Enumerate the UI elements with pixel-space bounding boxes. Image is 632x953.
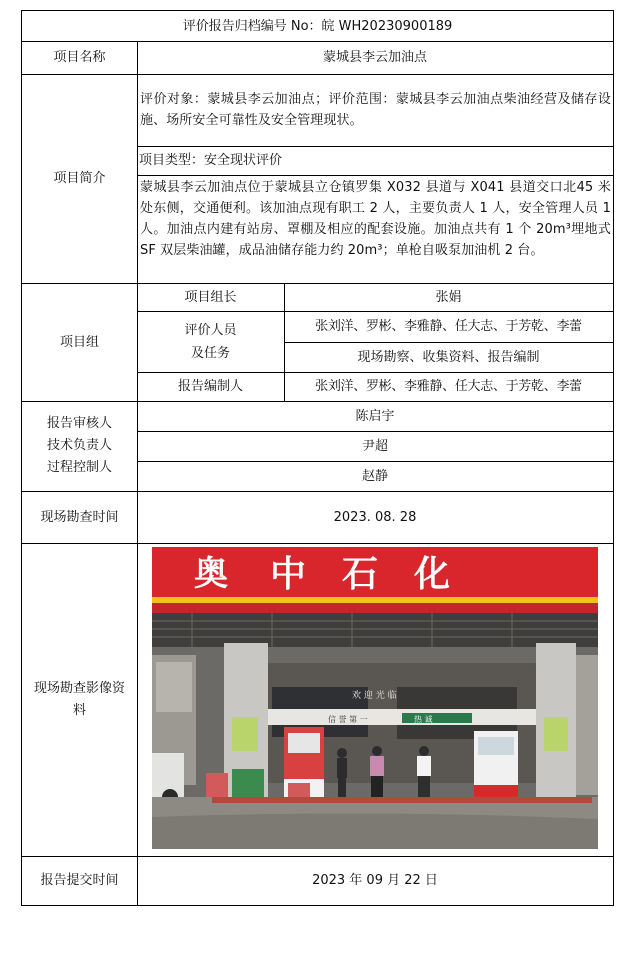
slogan-right: 热 诚	[414, 715, 433, 724]
assessor-tasks: 现场勘察、收集资料、报告编制	[357, 349, 540, 365]
slogan-left: 信 誉 第 一	[328, 715, 368, 724]
report-auditor: 陈启宇	[355, 408, 395, 424]
submit-time: 2023 年 09 月 22 日	[312, 873, 438, 888]
signboard-text: 中石化	[270, 553, 487, 595]
gas-station-photo	[152, 547, 598, 849]
submit-time-label: 报告提交时间	[40, 873, 119, 888]
project-summary-label: 项目简介	[53, 171, 106, 186]
review-roles-label: 报告审核人 技术负责人 过程控制人	[46, 416, 112, 475]
project-type: 项目类型：安全现状评价	[139, 153, 283, 168]
assessment-form	[21, 10, 614, 906]
survey-time: 2023. 08. 28	[333, 509, 417, 525]
welcome-sign: 欢 迎 光 临	[352, 691, 397, 701]
process-controller: 赵静	[361, 468, 388, 484]
team-leader: 张娟	[435, 289, 462, 305]
technical-lead: 尹超	[361, 438, 388, 454]
project-description: 蒙城县李云加油点位于蒙城县立仓镇罗集 X032 县道与 X041 县道交口北45 米处东侧，交通便利。该加油点现有职工 2 人，主要负责人 1 人，安全管理人员 1 人。加油点内建有站房、罩棚及相应的配套设施。加油点共有 1 个 20m³埋地式 SF 双层柴油罐，成品油储存能力约 20m³；单枪自吸泵加油机 2 台。	[140, 180, 611, 258]
project-name-value: 蒙城县李云加油点	[322, 50, 427, 65]
report-writers: 张刘洋、罗彬、李雅静、任大志、于芳乾、李蕾	[315, 379, 582, 394]
signboard-prefix: 奥	[194, 554, 228, 594]
project-team-label: 项目组	[59, 334, 99, 350]
assessors: 张刘洋、罗彬、李雅静、任大志、于芳乾、李蕾	[315, 319, 582, 334]
survey-photo-label: 现场勘查影像资料	[33, 680, 125, 718]
report-writers-label: 报告编制人	[177, 379, 243, 394]
assessors-label: 评价人员 及任务	[184, 322, 237, 361]
gas-station-illustration	[152, 547, 598, 849]
survey-time-label: 现场勘查时间	[40, 509, 119, 525]
evaluation-scope: 评价对象：蒙城县李云加油点；评价范围：蒙城县李云加油点柴油经营及储存设施、场所安全可靠性及安全管理现状。	[140, 92, 611, 128]
project-name-label: 项目名称	[53, 50, 106, 65]
archive-number: 评价报告归档编号 No：皖 WH20230900189	[182, 18, 453, 34]
team-leader-label: 项目组长	[184, 289, 237, 305]
